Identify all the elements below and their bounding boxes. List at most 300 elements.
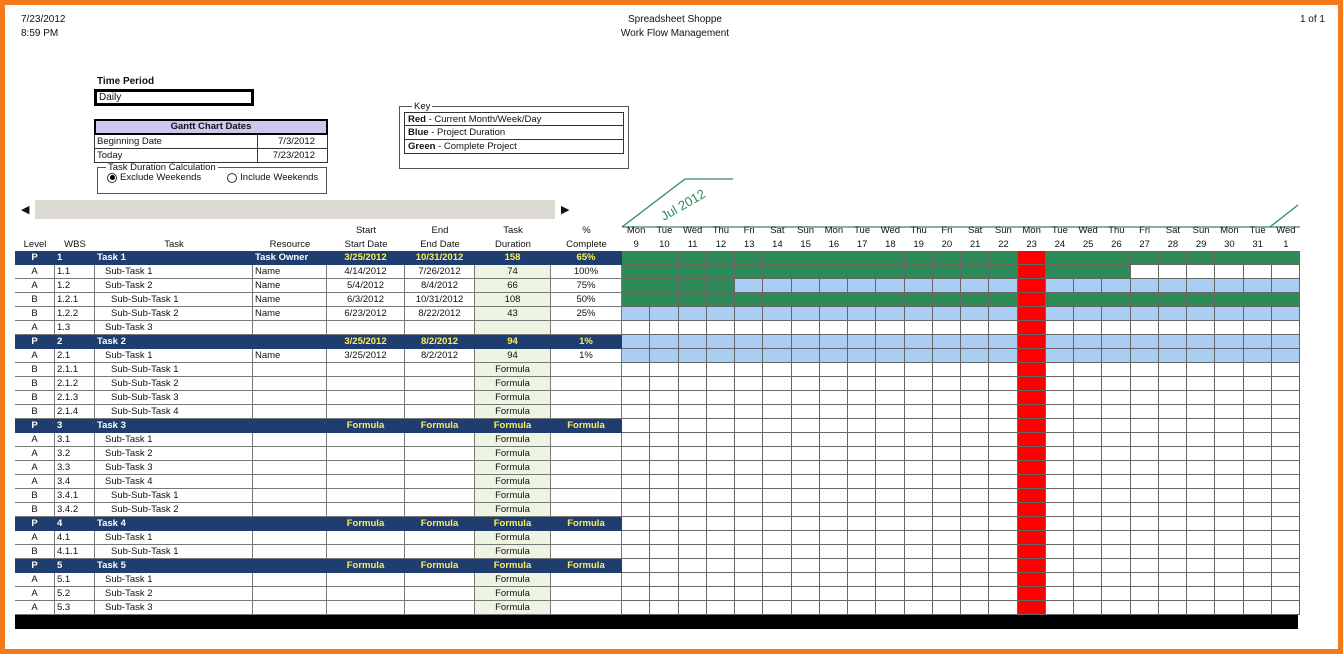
cell-start[interactable] bbox=[327, 489, 405, 503]
cell-task[interactable]: Sub-Sub-Task 4 bbox=[95, 405, 253, 419]
cell-wbs[interactable]: 4 bbox=[55, 517, 95, 531]
gantt-day-cell bbox=[679, 391, 707, 405]
cell-start[interactable]: 4/14/2012 bbox=[327, 265, 405, 279]
cell-level[interactable]: A bbox=[15, 265, 55, 279]
gantt-day-cell bbox=[1272, 377, 1300, 391]
gantt-day-cell bbox=[1187, 517, 1215, 531]
cell-end[interactable] bbox=[405, 503, 475, 517]
cell-level[interactable]: A bbox=[15, 475, 55, 489]
cell-end[interactable] bbox=[405, 447, 475, 461]
cell-end[interactable]: 8/22/2012 bbox=[405, 307, 475, 321]
gantt-day-cell bbox=[989, 293, 1017, 307]
cell-end[interactable] bbox=[405, 461, 475, 475]
gantt-day-cell bbox=[707, 349, 735, 363]
cell-task[interactable]: Sub-Task 1 bbox=[95, 433, 253, 447]
cell-pct[interactable] bbox=[551, 601, 622, 615]
gantt-day-cell bbox=[1018, 545, 1046, 559]
cell-dur[interactable]: Formula bbox=[475, 573, 551, 587]
cell-start[interactable] bbox=[327, 503, 405, 517]
cell-pct[interactable]: 1% bbox=[551, 335, 622, 349]
cell-task[interactable]: Sub-Task 3 bbox=[95, 321, 253, 335]
gantt-day-cell bbox=[735, 531, 763, 545]
cell-wbs[interactable]: 1 bbox=[55, 251, 95, 265]
gantt-day-cell bbox=[679, 601, 707, 615]
gantt-day-cell bbox=[1018, 391, 1046, 405]
gantt-day-cell bbox=[622, 517, 650, 531]
gantt-day-cell bbox=[679, 377, 707, 391]
cell-wbs[interactable]: 3.4.2 bbox=[55, 503, 95, 517]
cell-end[interactable] bbox=[405, 433, 475, 447]
cell-start[interactable] bbox=[327, 545, 405, 559]
cell-start[interactable] bbox=[327, 587, 405, 601]
gantt-day-cell bbox=[933, 447, 961, 461]
cell-level[interactable]: P bbox=[15, 419, 55, 433]
cell-start[interactable] bbox=[327, 531, 405, 545]
cell-pct[interactable]: 50% bbox=[551, 293, 622, 307]
cell-task[interactable]: Sub-Sub-Task 1 bbox=[95, 293, 253, 307]
gantt-day-cell bbox=[1074, 517, 1102, 531]
cell-end[interactable] bbox=[405, 573, 475, 587]
cell-wbs[interactable]: 1.3 bbox=[55, 321, 95, 335]
cell-dur[interactable]: 94 bbox=[475, 349, 551, 363]
cell-resource[interactable] bbox=[253, 335, 327, 349]
cell-pct[interactable] bbox=[551, 405, 622, 419]
cell-wbs[interactable]: 5.2 bbox=[55, 587, 95, 601]
cell-start[interactable]: 6/3/2012 bbox=[327, 293, 405, 307]
gantt-day-cell bbox=[735, 489, 763, 503]
scroll-left-icon[interactable]: ◀ bbox=[21, 204, 30, 216]
cell-end[interactable]: 8/2/2012 bbox=[405, 335, 475, 349]
gantt-day-cell bbox=[1215, 307, 1243, 321]
cell-pct[interactable] bbox=[551, 475, 622, 489]
cell-start[interactable] bbox=[327, 475, 405, 489]
cell-level[interactable]: A bbox=[15, 531, 55, 545]
cell-pct[interactable] bbox=[551, 377, 622, 391]
cell-resource[interactable] bbox=[253, 517, 327, 531]
gantt-day-cell bbox=[1187, 293, 1215, 307]
cell-wbs[interactable]: 3.4.1 bbox=[55, 489, 95, 503]
print-time: 8:59 PM bbox=[21, 28, 59, 39]
gantt-day-cell bbox=[763, 573, 791, 587]
cell-resource[interactable] bbox=[253, 573, 327, 587]
cell-dur[interactable]: 74 bbox=[475, 265, 551, 279]
gantt-day-cell bbox=[707, 293, 735, 307]
cell-start[interactable]: 3/25/2012 bbox=[327, 251, 405, 265]
cell-resource[interactable] bbox=[253, 489, 327, 503]
cell-task[interactable]: Task 5 bbox=[95, 559, 253, 573]
include-weekends-radio[interactable] bbox=[227, 172, 318, 183]
beginning-date-value[interactable]: 7/3/2012 bbox=[257, 135, 327, 148]
cell-resource[interactable] bbox=[253, 559, 327, 573]
cell-wbs[interactable]: 3.4 bbox=[55, 475, 95, 489]
cell-dur[interactable]: 158 bbox=[475, 251, 551, 265]
gantt-day-cell bbox=[1244, 321, 1272, 335]
cell-start[interactable]: 6/23/2012 bbox=[327, 307, 405, 321]
gantt-day-cell bbox=[1102, 433, 1130, 447]
cell-end[interactable]: 10/31/2012 bbox=[405, 293, 475, 307]
gantt-day-cell bbox=[707, 321, 735, 335]
cell-dur[interactable]: Formula bbox=[475, 517, 551, 531]
cell-dur[interactable]: Formula bbox=[475, 363, 551, 377]
cell-dur[interactable]: Formula bbox=[475, 419, 551, 433]
cell-start[interactable] bbox=[327, 447, 405, 461]
cell-start[interactable] bbox=[327, 573, 405, 587]
scroll-right-icon[interactable]: ▶ bbox=[561, 204, 570, 216]
cell-dur[interactable]: Formula bbox=[475, 391, 551, 405]
cell-wbs[interactable]: 1.2.2 bbox=[55, 307, 95, 321]
cell-wbs[interactable]: 2.1 bbox=[55, 349, 95, 363]
gantt-day-cell bbox=[622, 573, 650, 587]
cell-task[interactable]: Sub-Task 1 bbox=[95, 573, 253, 587]
cell-end[interactable] bbox=[405, 405, 475, 419]
cell-start[interactable]: Formula bbox=[327, 559, 405, 573]
cell-dur[interactable]: Formula bbox=[475, 531, 551, 545]
gantt-day-cell bbox=[679, 419, 707, 433]
cell-pct[interactable] bbox=[551, 447, 622, 461]
cell-end[interactable] bbox=[405, 489, 475, 503]
cell-end[interactable]: Formula bbox=[405, 419, 475, 433]
day-number-label: 15 bbox=[800, 239, 811, 250]
cell-start[interactable] bbox=[327, 363, 405, 377]
gantt-day-cell bbox=[1215, 559, 1243, 573]
gantt-day-cell bbox=[1046, 545, 1074, 559]
cell-level[interactable]: B bbox=[15, 307, 55, 321]
cell-task[interactable]: Task 2 bbox=[95, 335, 253, 349]
cell-task[interactable]: Sub-Sub-Task 2 bbox=[95, 307, 253, 321]
day-number-label: 1 bbox=[1283, 239, 1289, 250]
cell-pct[interactable] bbox=[551, 587, 622, 601]
cell-start[interactable] bbox=[327, 461, 405, 475]
cell-pct[interactable] bbox=[551, 573, 622, 587]
cell-level[interactable]: B bbox=[15, 545, 55, 559]
gantt-day-cell bbox=[707, 279, 735, 293]
cell-pct[interactable]: 75% bbox=[551, 279, 622, 293]
gantt-day-cell bbox=[1046, 587, 1074, 601]
cell-start[interactable]: Formula bbox=[327, 419, 405, 433]
gantt-day-cell bbox=[1187, 433, 1215, 447]
cell-task[interactable]: Task 1 bbox=[95, 251, 253, 265]
cell-resource[interactable] bbox=[253, 447, 327, 461]
cell-pct[interactable]: 65% bbox=[551, 251, 622, 265]
gantt-day-cell bbox=[1018, 405, 1046, 419]
gantt-day-cell bbox=[1159, 517, 1187, 531]
gantt-day-cell bbox=[933, 475, 961, 489]
cell-resource[interactable]: Name bbox=[253, 307, 327, 321]
cell-level[interactable]: P bbox=[15, 517, 55, 531]
cell-end[interactable] bbox=[405, 531, 475, 545]
cell-resource[interactable] bbox=[253, 405, 327, 419]
cell-dur[interactable]: 43 bbox=[475, 307, 551, 321]
cell-end[interactable] bbox=[405, 475, 475, 489]
key-item-text: - Complete Project bbox=[435, 141, 517, 152]
cell-task[interactable]: Sub-Task 1 bbox=[95, 265, 253, 279]
cell-dur[interactable]: Formula bbox=[475, 377, 551, 391]
cell-level[interactable]: A bbox=[15, 573, 55, 587]
gantt-day-cell bbox=[1102, 461, 1130, 475]
cell-dur[interactable]: Formula bbox=[475, 405, 551, 419]
cell-start[interactable] bbox=[327, 433, 405, 447]
cell-task[interactable]: Sub-Task 1 bbox=[95, 531, 253, 545]
day-of-week-label: Thu bbox=[712, 225, 730, 236]
cell-dur[interactable]: Formula bbox=[475, 489, 551, 503]
gantt-day-cell bbox=[933, 587, 961, 601]
cell-wbs[interactable]: 1.2.1 bbox=[55, 293, 95, 307]
cell-wbs[interactable]: 2.1.4 bbox=[55, 405, 95, 419]
cell-wbs[interactable]: 2.1.3 bbox=[55, 391, 95, 405]
gantt-day-cell bbox=[1074, 265, 1102, 279]
cell-resource[interactable] bbox=[253, 531, 327, 545]
cell-pct[interactable] bbox=[551, 489, 622, 503]
cell-resource[interactable]: Name bbox=[253, 265, 327, 279]
cell-level[interactable]: P bbox=[15, 559, 55, 573]
cell-level[interactable]: B bbox=[15, 489, 55, 503]
cell-end[interactable]: 7/26/2012 bbox=[405, 265, 475, 279]
table-row bbox=[15, 573, 1298, 587]
cell-start[interactable] bbox=[327, 391, 405, 405]
cell-level[interactable]: A bbox=[15, 349, 55, 363]
gantt-day-cell bbox=[848, 391, 876, 405]
gantt-day-cell bbox=[707, 503, 735, 517]
gantt-day-cell bbox=[989, 559, 1017, 573]
gantt-day-cell bbox=[961, 447, 989, 461]
cell-end[interactable] bbox=[405, 363, 475, 377]
cell-resource[interactable] bbox=[253, 475, 327, 489]
gantt-day-cell bbox=[622, 601, 650, 615]
cell-resource[interactable] bbox=[253, 391, 327, 405]
gantt-day-cell bbox=[933, 391, 961, 405]
cell-resource[interactable] bbox=[253, 377, 327, 391]
cell-pct[interactable]: 100% bbox=[551, 265, 622, 279]
cell-start[interactable]: 5/4/2012 bbox=[327, 279, 405, 293]
gantt-day-cell bbox=[1074, 461, 1102, 475]
gantt-day-cell bbox=[1272, 503, 1300, 517]
gantt-day-cell bbox=[1159, 475, 1187, 489]
gantt-day-cell bbox=[763, 517, 791, 531]
cell-resource[interactable] bbox=[253, 363, 327, 377]
cell-task[interactable]: Sub-Task 4 bbox=[95, 475, 253, 489]
gantt-day-cell bbox=[820, 405, 848, 419]
cell-level[interactable]: A bbox=[15, 601, 55, 615]
cell-task[interactable]: Sub-Sub-Task 2 bbox=[95, 377, 253, 391]
cell-resource[interactable]: Name bbox=[253, 293, 327, 307]
cell-end[interactable] bbox=[405, 545, 475, 559]
cell-wbs[interactable]: 1.2 bbox=[55, 279, 95, 293]
cell-end[interactable] bbox=[405, 601, 475, 615]
gantt-day-cell bbox=[1131, 279, 1159, 293]
cell-level[interactable]: A bbox=[15, 321, 55, 335]
cell-start[interactable] bbox=[327, 601, 405, 615]
timeline-scrollbar[interactable] bbox=[35, 200, 555, 219]
cell-dur[interactable]: Formula bbox=[475, 559, 551, 573]
cell-end[interactable] bbox=[405, 377, 475, 391]
cell-pct[interactable] bbox=[551, 321, 622, 335]
cell-start[interactable] bbox=[327, 377, 405, 391]
cell-resource[interactable] bbox=[253, 545, 327, 559]
cell-resource[interactable] bbox=[253, 587, 327, 601]
day-number-label: 25 bbox=[1082, 239, 1094, 250]
cell-dur[interactable]: Formula bbox=[475, 503, 551, 517]
cell-pct[interactable] bbox=[551, 545, 622, 559]
cell-task[interactable]: Sub-Task 1 bbox=[95, 349, 253, 363]
cell-wbs[interactable]: 3 bbox=[55, 419, 95, 433]
gantt-day-cell bbox=[792, 363, 820, 377]
cell-wbs[interactable]: 5 bbox=[55, 559, 95, 573]
cell-end[interactable]: Formula bbox=[405, 517, 475, 531]
key-item-red bbox=[404, 112, 624, 126]
cell-task[interactable]: Task 4 bbox=[95, 517, 253, 531]
gantt-day-cell bbox=[905, 503, 933, 517]
cell-task[interactable]: Sub-Sub-Task 3 bbox=[95, 391, 253, 405]
cell-pct[interactable]: 1% bbox=[551, 349, 622, 363]
cell-resource[interactable]: Name bbox=[253, 349, 327, 363]
cell-pct[interactable] bbox=[551, 461, 622, 475]
cell-dur[interactable]: Formula bbox=[475, 461, 551, 475]
gantt-day-cell bbox=[820, 391, 848, 405]
gantt-day-cell bbox=[1102, 419, 1130, 433]
cell-level[interactable]: P bbox=[15, 335, 55, 349]
cell-pct[interactable]: Formula bbox=[551, 419, 622, 433]
cell-dur[interactable]: Formula bbox=[475, 545, 551, 559]
gantt-day-cell bbox=[989, 321, 1017, 335]
gantt-day-cell bbox=[1102, 363, 1130, 377]
gantt-day-cell bbox=[961, 265, 989, 279]
cell-end[interactable]: 8/2/2012 bbox=[405, 349, 475, 363]
cell-task[interactable]: Sub-Sub-Task 1 bbox=[95, 489, 253, 503]
cell-pct[interactable] bbox=[551, 391, 622, 405]
cell-wbs[interactable]: 5.1 bbox=[55, 573, 95, 587]
gantt-day-cell bbox=[792, 489, 820, 503]
gantt-day-cell bbox=[735, 503, 763, 517]
cell-pct[interactable]: Formula bbox=[551, 517, 622, 531]
today-value[interactable]: 7/23/2012 bbox=[257, 149, 327, 162]
cell-start[interactable]: 3/25/2012 bbox=[327, 335, 405, 349]
cell-resource[interactable] bbox=[253, 503, 327, 517]
cell-resource[interactable] bbox=[253, 433, 327, 447]
cell-level[interactable]: B bbox=[15, 391, 55, 405]
cell-wbs[interactable]: 5.3 bbox=[55, 601, 95, 615]
cell-start[interactable] bbox=[327, 405, 405, 419]
gantt-day-cell bbox=[905, 321, 933, 335]
gantt-day-cell bbox=[1187, 419, 1215, 433]
cell-level[interactable]: A bbox=[15, 587, 55, 601]
cell-pct[interactable]: 25% bbox=[551, 307, 622, 321]
cell-dur[interactable]: Formula bbox=[475, 601, 551, 615]
cell-level[interactable]: A bbox=[15, 433, 55, 447]
cell-task[interactable]: Sub-Task 2 bbox=[95, 447, 253, 461]
cell-pct[interactable] bbox=[551, 363, 622, 377]
gantt-day-cell bbox=[961, 419, 989, 433]
gantt-day-cell bbox=[792, 503, 820, 517]
cell-wbs[interactable]: 2 bbox=[55, 335, 95, 349]
gantt-day-cell bbox=[1131, 517, 1159, 531]
key-item-text: - Current Month/Week/Day bbox=[425, 114, 542, 125]
cell-dur[interactable]: 94 bbox=[475, 335, 551, 349]
cell-level[interactable]: A bbox=[15, 279, 55, 293]
cell-level[interactable]: B bbox=[15, 377, 55, 391]
cell-end[interactable]: 10/31/2012 bbox=[405, 251, 475, 265]
cell-end[interactable] bbox=[405, 391, 475, 405]
cell-wbs[interactable]: 2.1.1 bbox=[55, 363, 95, 377]
cell-task[interactable]: Sub-Sub-Task 1 bbox=[95, 545, 253, 559]
cell-level[interactable]: B bbox=[15, 363, 55, 377]
cell-wbs[interactable]: 3.2 bbox=[55, 447, 95, 461]
gantt-day-cell bbox=[989, 279, 1017, 293]
day-of-week-label: Tue bbox=[1249, 225, 1266, 236]
cell-end[interactable] bbox=[405, 587, 475, 601]
cell-start[interactable] bbox=[327, 321, 405, 335]
cell-end[interactable] bbox=[405, 321, 475, 335]
cell-level[interactable]: B bbox=[15, 405, 55, 419]
gantt-day-cell bbox=[848, 447, 876, 461]
cell-resource[interactable] bbox=[253, 321, 327, 335]
cell-task[interactable]: Task 3 bbox=[95, 419, 253, 433]
cell-dur[interactable]: Formula bbox=[475, 475, 551, 489]
cell-end[interactable]: 8/4/2012 bbox=[405, 279, 475, 293]
cell-level[interactable]: A bbox=[15, 461, 55, 475]
cell-level[interactable]: A bbox=[15, 447, 55, 461]
gantt-day-cell bbox=[1046, 377, 1074, 391]
gantt-day-cell bbox=[622, 321, 650, 335]
exclude-weekends-radio[interactable] bbox=[107, 172, 201, 183]
cell-wbs[interactable]: 4.1.1 bbox=[55, 545, 95, 559]
cell-resource[interactable] bbox=[253, 461, 327, 475]
cell-start[interactable]: 3/25/2012 bbox=[327, 349, 405, 363]
cell-pct[interactable] bbox=[551, 433, 622, 447]
cell-dur[interactable]: 108 bbox=[475, 293, 551, 307]
gantt-day-cell bbox=[905, 293, 933, 307]
cell-level[interactable]: B bbox=[15, 293, 55, 307]
cell-dur[interactable]: Formula bbox=[475, 587, 551, 601]
gantt-chart-dates-box bbox=[94, 119, 328, 163]
cell-wbs[interactable]: 4.1 bbox=[55, 531, 95, 545]
cell-wbs[interactable]: 3.1 bbox=[55, 433, 95, 447]
cell-task[interactable]: Sub-Task 3 bbox=[95, 601, 253, 615]
cell-pct[interactable] bbox=[551, 503, 622, 517]
cell-resource[interactable]: Task Owner bbox=[253, 251, 327, 265]
cell-level[interactable]: P bbox=[15, 251, 55, 265]
cell-task[interactable]: Sub-Task 2 bbox=[95, 279, 253, 293]
cell-wbs[interactable]: 1.1 bbox=[55, 265, 95, 279]
time-period-input[interactable]: Daily bbox=[94, 89, 254, 106]
cell-resource[interactable]: Name bbox=[253, 279, 327, 293]
cell-dur[interactable] bbox=[475, 321, 551, 335]
cell-start[interactable]: Formula bbox=[327, 517, 405, 531]
cell-task[interactable]: Sub-Sub-Task 1 bbox=[95, 363, 253, 377]
gantt-day-cell bbox=[707, 251, 735, 265]
cell-pct[interactable]: Formula bbox=[551, 559, 622, 573]
gantt-day-cell bbox=[1018, 489, 1046, 503]
cell-resource[interactable] bbox=[253, 419, 327, 433]
cell-pct[interactable] bbox=[551, 531, 622, 545]
cell-dur[interactable]: Formula bbox=[475, 433, 551, 447]
gantt-day-cell bbox=[876, 377, 904, 391]
cell-level[interactable]: B bbox=[15, 503, 55, 517]
gantt-day-cell bbox=[735, 251, 763, 265]
col-start-2: Start Date bbox=[344, 239, 388, 250]
gantt-day-cell bbox=[679, 293, 707, 307]
cell-wbs[interactable]: 3.3 bbox=[55, 461, 95, 475]
cell-dur[interactable]: 66 bbox=[475, 279, 551, 293]
cell-end[interactable]: Formula bbox=[405, 559, 475, 573]
cell-dur[interactable]: Formula bbox=[475, 447, 551, 461]
cell-task[interactable]: Sub-Sub-Task 2 bbox=[95, 503, 253, 517]
gantt-day-cell bbox=[1131, 601, 1159, 615]
cell-resource[interactable] bbox=[253, 601, 327, 615]
gantt-day-cell bbox=[792, 377, 820, 391]
cell-task[interactable]: Sub-Task 3 bbox=[95, 461, 253, 475]
cell-wbs[interactable]: 2.1.2 bbox=[55, 377, 95, 391]
cell-task[interactable]: Sub-Task 2 bbox=[95, 587, 253, 601]
